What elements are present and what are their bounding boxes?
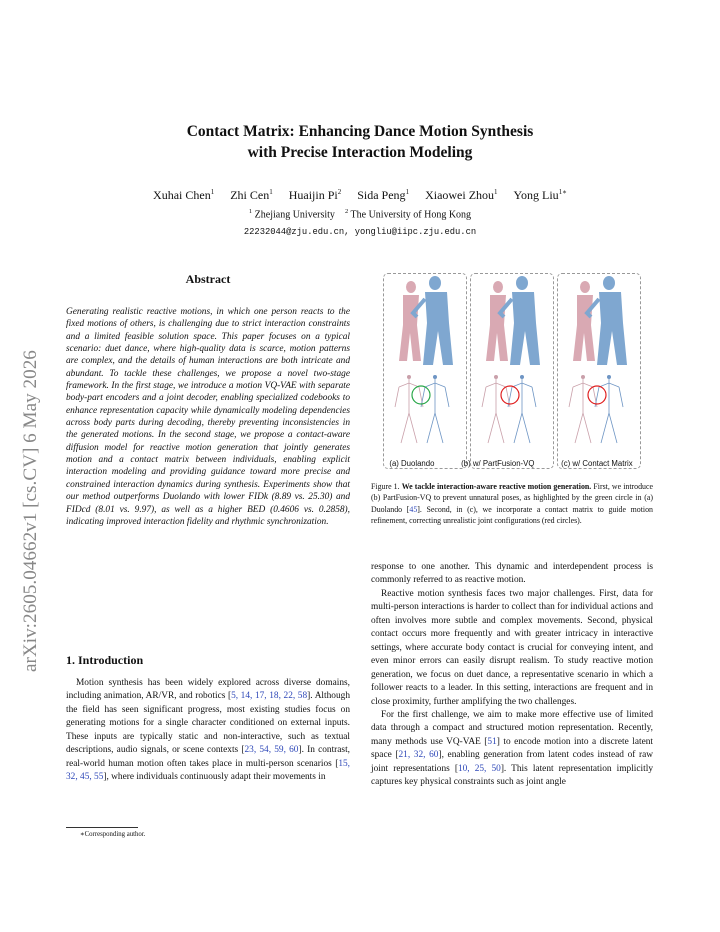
arxiv-stamp-text: arXiv:2605.04662v1 [cs.CV] 6 May 2026 [20, 350, 41, 672]
citation-link[interactable]: 23, 54, 59, 60 [244, 745, 299, 756]
paragraph: response to one another. This dynamic and interdependent process is commonly referred to as reactive motion. [371, 562, 653, 586]
skeleton-bones [508, 379, 536, 443]
abstract-heading: Abstract [185, 272, 231, 286]
skeleton-bones [569, 379, 597, 443]
author: Xiaowei Zhou$^1$ [425, 188, 498, 202]
skeleton-bones [421, 379, 449, 443]
figure-panel-labels [376, 459, 646, 468]
title-line-1: Contact Matrix: Enhancing Dance Motion Synthesis [186, 123, 534, 140]
paragraph: For the first challenge, we aim to make more effective use of limited data through a compact and structured motion representation. Recently, many methods use VQ-VAE [51] to encode motion into a discrete latent space [21, 32, 60], enabling generation from latent codes instead of raw joint representations [10, 25, 50]. This latent representation implicitly captures key physical constraints such as joint angle [371, 709, 654, 788]
citation-link[interactable]: 5, 14, 17, 18, 22, 58 [231, 691, 308, 702]
follower-head [406, 281, 416, 293]
author: Huaijin Pi$^2$ [288, 188, 342, 202]
figure-caption: Figure 1. We tackle interaction-aware reactive motion generation. First, we introduce (b) PartFusion-VQ to prevent unnatural poses, as highlighted by the green circle in (a) Duolando [45]. Second, in (c), we incorporate a contact matrix to guide motion refinement, correcting unrealistic joint configurations (red circles). [371, 482, 653, 525]
leader-body [597, 292, 627, 365]
figure-1 [383, 273, 641, 469]
panel-label-b: (b) w/ PartFusion-VQ [461, 459, 535, 468]
leader-body [423, 292, 453, 365]
skeleton-joint [433, 375, 437, 379]
leader-head [516, 276, 528, 290]
leader-head [603, 276, 615, 290]
author: Sida Peng$^1$ [357, 188, 410, 202]
skeleton-bones [395, 379, 423, 443]
skeleton-joint [607, 375, 611, 379]
skeleton-joint [520, 375, 524, 379]
arxiv-stamp [18, 262, 42, 672]
follower-head [493, 281, 503, 293]
footnote: ∗Corresponding author. [80, 831, 146, 838]
skeleton-joint [581, 375, 585, 379]
leader-head [429, 276, 441, 290]
skeleton-bones [595, 379, 623, 443]
author: Xuhai Chen$^1$ [153, 188, 215, 202]
title-line-2: with Precise Interaction Modeling [247, 144, 473, 161]
section-heading-introduction: 1. Introduction [66, 653, 144, 667]
citation-link[interactable]: 21, 32, 60 [398, 750, 439, 761]
follower-head [580, 281, 590, 293]
skeleton-bones [482, 379, 510, 443]
right-column-text [371, 561, 653, 790]
skeleton-joint [407, 375, 411, 379]
skeleton-joint [494, 375, 498, 379]
panel-label-c: (c) w/ Contact Matrix [561, 459, 633, 468]
author: Zhi Cen$^1$ [230, 188, 273, 202]
leader-body [510, 292, 540, 365]
author-emails: 22232044@zju.edu.cn, yongliu@iipc.zju.edu.cn [243, 227, 477, 237]
affiliations: $^1$ Zhejiang University $^2$ The University of Hong Kong [248, 208, 472, 221]
citation-link[interactable]: 51 [487, 736, 497, 747]
panel-label-a: (a) Duolando [389, 459, 435, 468]
citation-link[interactable]: 45 [409, 504, 418, 514]
paper-title [0, 121, 720, 163]
introduction-paragraph: Motion synthesis has been widely explored across diverse domains, including animation, AR/VR, and robotics [5, 14, 17, 18, 22, 58]. Although the field has seen significant progress, most existing studies focus on generating motions for a single character conditioned on external inputs. These inputs are typically static and non-interactive, such as textual descriptions, audio signals, or scene contexts [23, 54, 59, 60]. In contrast, real-world human motion often takes place in multi-person scenarios [15, 32, 45, 55], where individuals continuously adapt their movements in [66, 678, 351, 783]
footnote-divider [66, 827, 138, 828]
abstract-text: Generating realistic reactive motions, in which one person reacts to the fixed motions of others, is challenging due to strict interaction constraints and a limited feasible solution space. This paper focuses on a typical scenario: duet dance, where high-quality data is scarce, motion patterns are complex, and the details of human interactions are both intricate and abundant. To tackle these challenges, we propose a novel two-stage framework. In the first stage, we introduce a motion VQ-VAE with separate body-part encoders and a joint decoder, enabling specialized codebooks to enhance representation capacity while dynamically modeling dependencies across body parts during decoding, thereby preventing inconsistencies in the generated motions. In the second stage, we propose a contact-aware diffusion model for reactive motion generation that jointly generates motion and a contact matrix between individuals, enabling explicit interaction modeling and providing guidance toward more precise and constrained interaction dynamics during synthesis. Experiments show that our method outperforms Duolando with lower FIDk (8.89 vs. 25.30) and FIDcd (8.01 vs. 9.97), as well as a higher BED (0.4606 vs. 0.2858), indicating improved interaction fidelity and rhythmic synchronization. [66, 307, 350, 527]
figure-illustration [383, 273, 641, 469]
paragraph: Reactive motion synthesis faces two major challenges. First, data for multi-person interactions is harder to collect than for individual actions and often involves more subtle and complex movements. Second, physical contact occurs more frequently and with greater intricacy in interactive settings, where accurate body contact is crucial for conveying intent, and even minor errors can easily disrupt realism. To study reactive motion generation, we focus on duet dance, a representative scenario in which a follower reacts to a leader. In this setting, interactions are frequent and in close proximity, further amplifying the two challenges. [371, 588, 653, 707]
author-list [0, 188, 720, 203]
citation-link[interactable]: 10, 25, 50 [457, 763, 501, 774]
author: Yong Liu$^{1∗}$ [513, 188, 567, 202]
citation-link[interactable]: 15, 32, 45, 55 [66, 758, 350, 783]
